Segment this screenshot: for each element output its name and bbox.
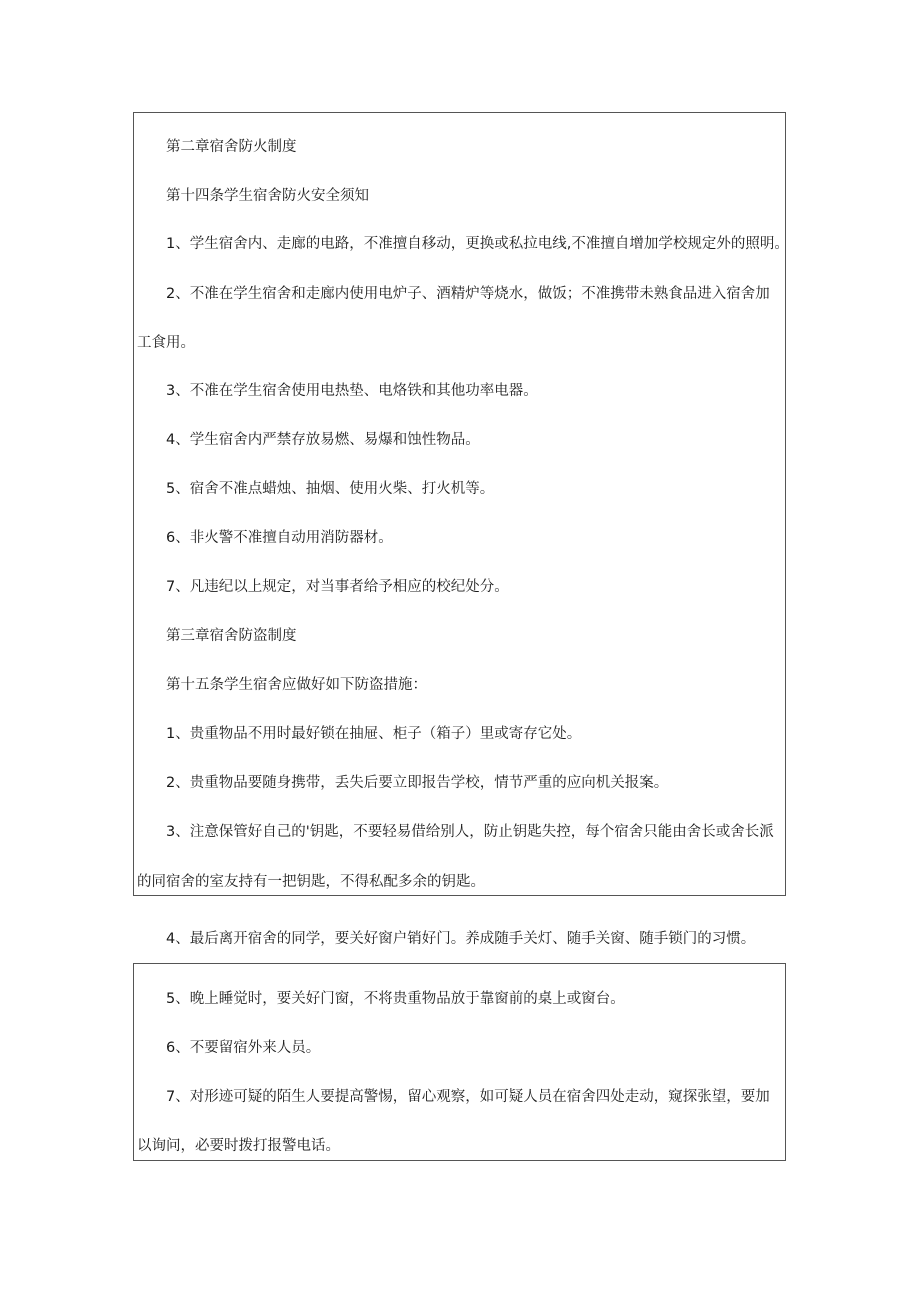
- theft-rule-7: 7、对形迹可疑的陌生人要提高警惕，留心观察，如可疑人员在宿舍四处走动，窥探张望，要加: [166, 1089, 770, 1105]
- theft-rule-1: 1、贵重物品不用时最好锁在抽屉、柜子（箱子）里或寄存它处。: [166, 726, 582, 742]
- chapter-3-title: 第三章宿舍防盗制度: [166, 628, 297, 644]
- fire-rule-5: 5、宿舍不准点蜡烛、抽烟、使用火柴、打火机等。: [166, 481, 495, 497]
- fire-rule-4: 4、学生宿舍内严禁存放易燃、易爆和蚀性物品。: [166, 432, 480, 448]
- chapter-2-title: 第二章宿舍防火制度: [166, 139, 297, 155]
- theft-rule-3: 3、注意保管好自己的'钥匙，不要轻易借给别人，防止钥匙失控，每个宿舍只能由舍长或舍长派: [166, 824, 774, 840]
- fire-rule-7: 7、凡违纪以上规定，对当事者给予相应的校纪处分。: [166, 579, 509, 595]
- theft-rule-4: 4、最后离开宿舍的同学，要关好窗户销好门。养成随手关灯、随手关窗、随手锁门的习惯。: [166, 931, 756, 947]
- article-15-title: 第十五条学生宿舍应做好如下防盗措施：: [166, 677, 427, 693]
- theft-rule-3-cont: 的同宿舍的室友持有一把钥匙，不得私配多余的钥匙。: [137, 874, 485, 890]
- theft-rule-6: 6、不要留宿外来人员。: [166, 1040, 321, 1056]
- theft-rule-2: 2、贵重物品要随身携带，丢失后要立即报告学校，情节严重的应向机关报案。: [166, 775, 669, 791]
- theft-rule-7-cont: 以询问，必要时拨打报警电话。: [137, 1138, 340, 1154]
- fire-rule-1: 1、学生宿舍内、走廊的电路，不准擅自移动，更换或私拉电线,不准擅自增加学校规定外的照明。: [166, 236, 789, 252]
- article-14-title: 第十四条学生宿舍防火安全须知: [166, 188, 369, 204]
- fire-rule-3: 3、不准在学生宿舍使用电热垫、电烙铁和其他功率电器。: [166, 383, 538, 399]
- fire-rule-2-cont: 工食用。: [137, 335, 195, 351]
- fire-rule-6: 6、非火警不准擅自动用消防器材。: [166, 530, 393, 546]
- fire-rule-2: 2、不准在学生宿舍和走廊内使用电炉子、酒精炉等烧水，做饭；不准携带未熟食品进入宿舍加: [166, 286, 770, 302]
- theft-rule-5: 5、晚上睡觉时，要关好门窗，不将贵重物品放于靠窗前的桌上或窗台。: [166, 991, 625, 1007]
